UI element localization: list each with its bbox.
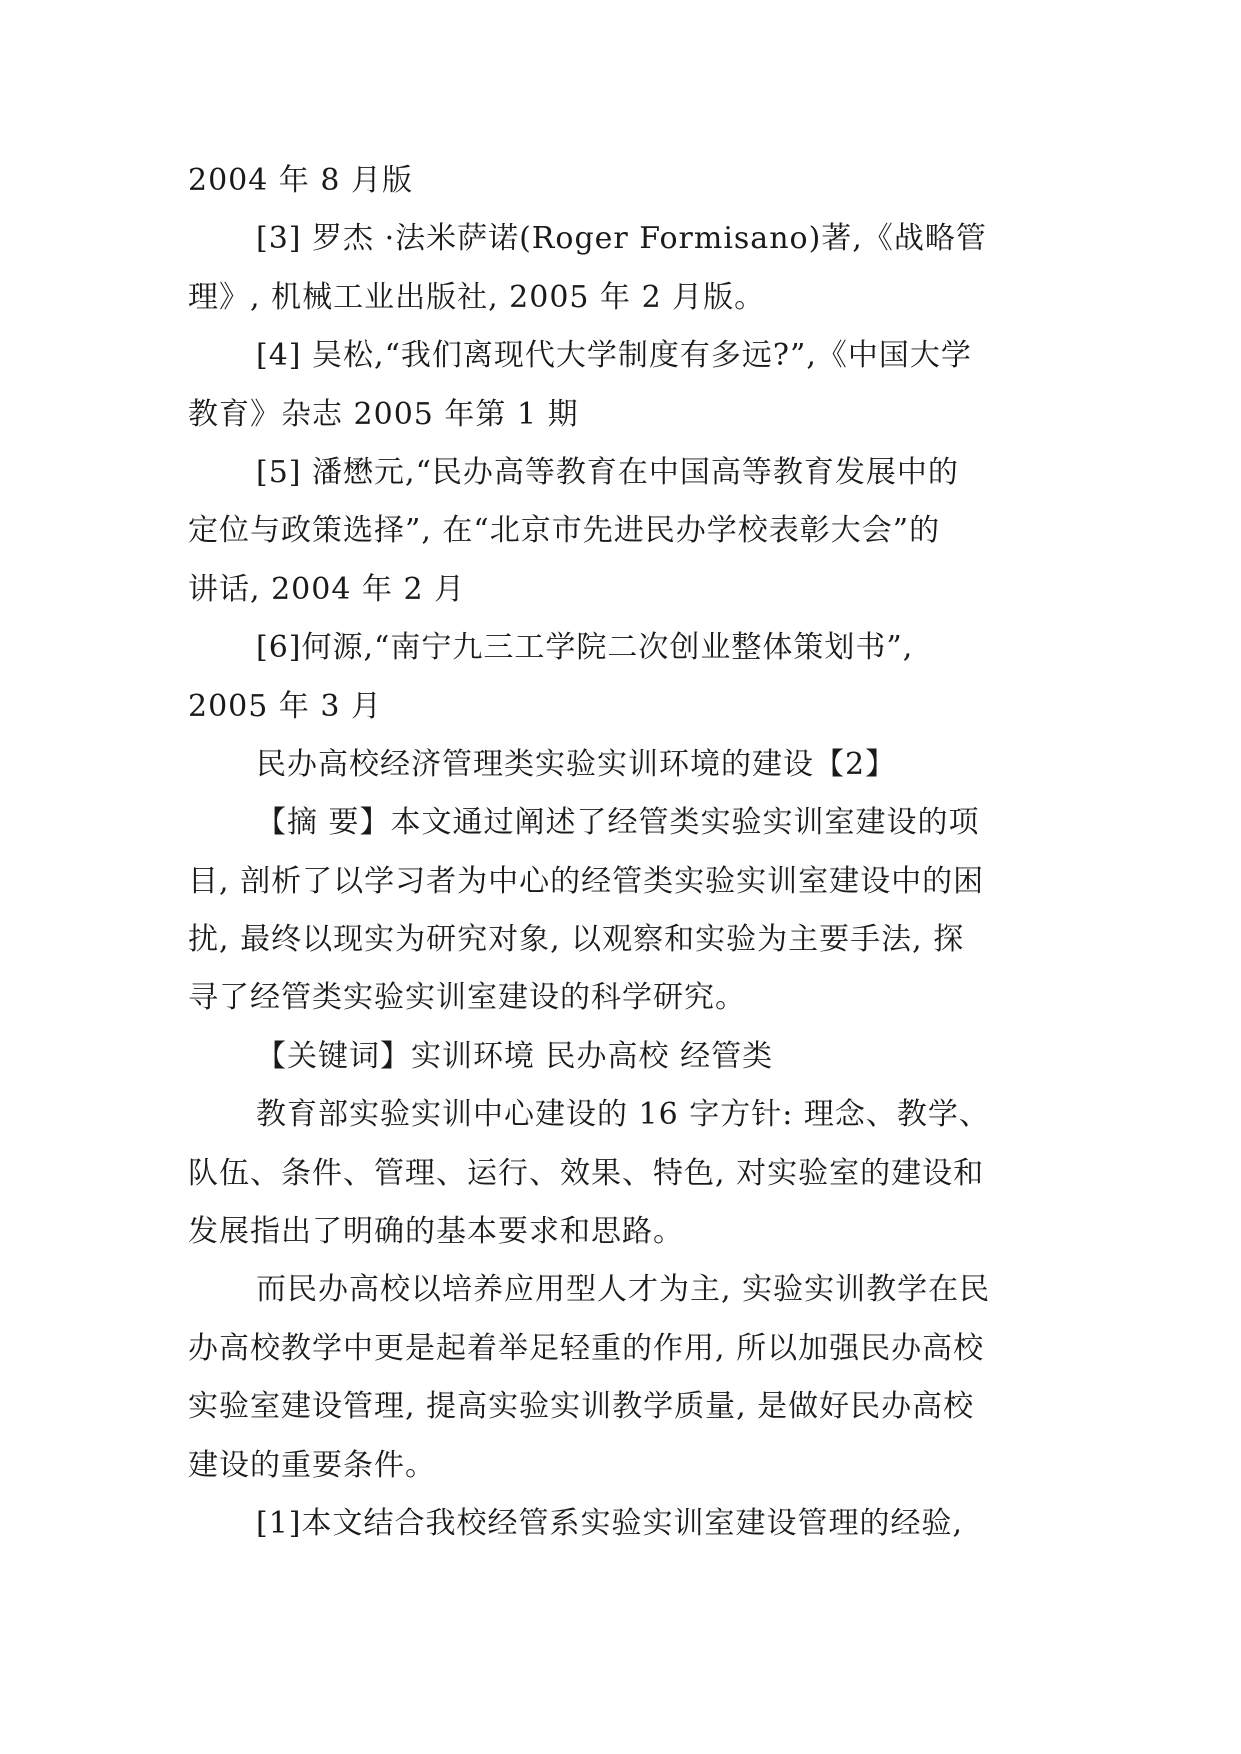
text-line: 建设的重要条件。 [188,1447,436,1483]
keywords-line: 【关键词】实训环境 民办高校 经管类 [256,1038,774,1074]
reference-4: [4] 吴松,“我们离现代大学制度有多远?”,《中国大学 [256,338,972,374]
text-line: 实验室建设管理, 提高实验实训教学质量, 是做好民办高校 [188,1389,975,1425]
text-line: 2005 年 3 月 [188,688,383,724]
body-paragraph: 教育部实验实训中心建设的 16 字方针: 理念、教学、 [256,1097,990,1133]
text-line: 扰, 最终以现实为研究对象, 以观察和实验为主要手法, 探 [188,922,965,958]
text-line: 办高校教学中更是起着举足轻重的作用, 所以加强民办高校 [188,1330,985,1366]
text-line: 理》, 机械工业出版社, 2005 年 2 月版。 [188,279,766,315]
text-line: 定位与政策选择”, 在“北京市先进民办学校表彰大会”的 [188,513,941,549]
text-line: 发展指出了明确的基本要求和思路。 [188,1214,684,1250]
article-title: 民办高校经济管理类实验实训环境的建设【2】 [256,746,897,782]
body-paragraph: [1]本文结合我校经管系实验实训室建设管理的经验, [256,1505,964,1541]
abstract-paragraph: 【摘 要】本文通过阐述了经管类实验实训室建设的项 [256,805,980,841]
reference-6: [6]何源,“南宁九三工学院二次创业整体策划书”, [256,630,914,666]
body-paragraph: 而民办高校以培养应用型人才为主, 实验实训教学在民 [256,1272,991,1308]
text-line: 队伍、条件、管理、运行、效果、特色, 对实验室的建设和 [188,1155,985,1191]
text-line: 2004 年 8 月版 [188,163,414,198]
text-line: 寻了经管类实验实训室建设的科学研究。 [188,980,746,1016]
text-line: 教育》杂志 2005 年第 1 期 [188,396,579,432]
reference-3: [3] 罗杰 ·法米萨诺(Roger Formisano)著,《战略管 [256,221,987,257]
reference-5: [5] 潘懋元,“民办高等教育在中国高等教育发展中的 [256,454,959,490]
document-page [188,152,1054,1553]
text-line: 讲话, 2004 年 2 月 [188,571,466,607]
text-line: 目, 剖析了以学习者为中心的经管类实验实训室建设中的困 [188,863,985,899]
